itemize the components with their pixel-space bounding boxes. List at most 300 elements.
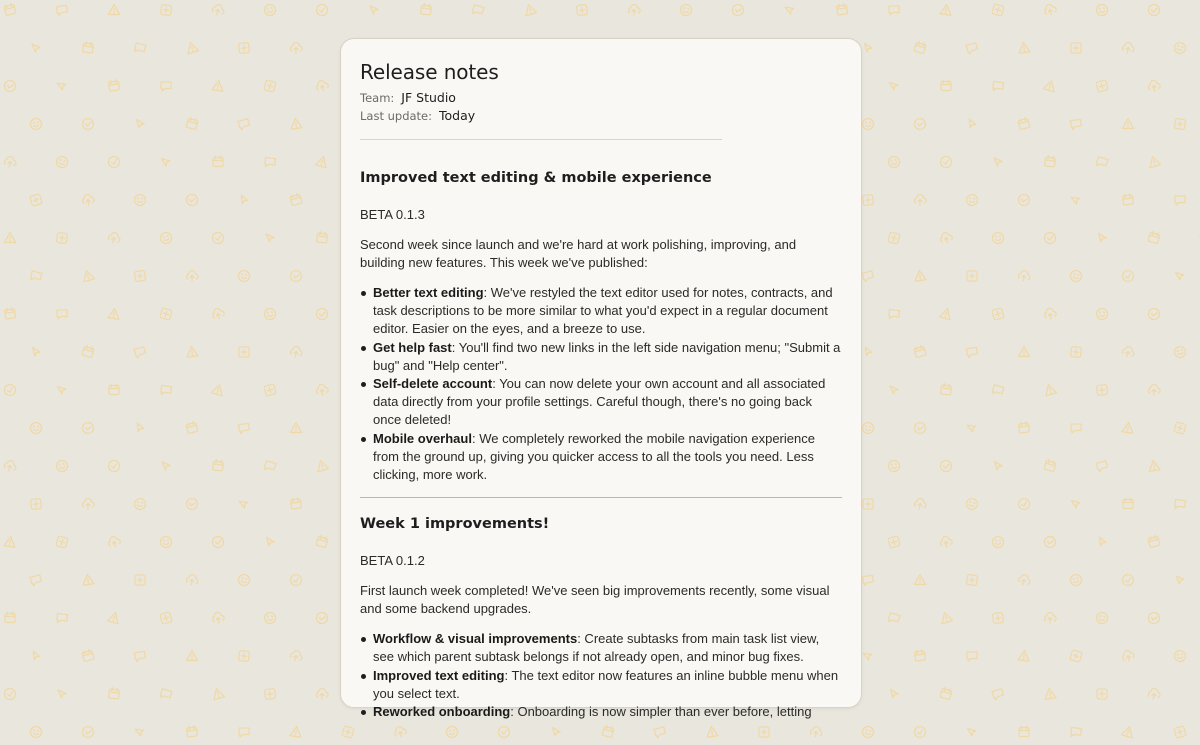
cursor-arrow-icon [1175, 271, 1184, 280]
chat-bubble-icon [992, 81, 1003, 91]
check-circle-icon [913, 421, 927, 435]
calendar-icon [186, 421, 199, 434]
warning-triangle-icon [108, 308, 120, 319]
smiley-icon [861, 725, 875, 739]
cursor-arrow-icon [265, 537, 274, 546]
item-text: : You can now delete your own account and all associated data directly from your profile settings. Careful though, there's no going back once deleted! [373, 376, 826, 428]
warning-triangle-icon [315, 155, 328, 168]
cloud-upload-icon [212, 612, 225, 624]
check-circle-icon [1149, 5, 1160, 16]
smiley-icon [1097, 309, 1108, 320]
calendar-icon [914, 649, 925, 661]
cloud-upload-icon [187, 271, 199, 282]
calendar-icon [836, 3, 847, 15]
cursor-arrow-icon [266, 234, 274, 242]
smiley-icon [1173, 345, 1187, 359]
cursor-arrow-icon [135, 423, 145, 433]
calendar-icon [1019, 726, 1029, 737]
warning-triangle-icon [211, 383, 224, 396]
calendar-icon [1123, 498, 1133, 509]
plus-box-icon [888, 232, 900, 244]
calendar-icon [602, 725, 615, 738]
cloud-upload-icon [315, 79, 329, 92]
chat-bubble-icon [134, 347, 146, 358]
smiley-icon [263, 3, 277, 17]
plus-box-icon [888, 536, 900, 548]
calendar-icon [82, 649, 95, 662]
warning-triangle-icon [1123, 119, 1134, 129]
release-version: BETA 0.1.2 [360, 553, 425, 569]
chat-bubble-icon [967, 652, 977, 661]
check-circle-icon [1122, 574, 1134, 586]
calendar-icon [108, 79, 119, 91]
card-content [341, 39, 861, 721]
smiley-icon [993, 537, 1004, 548]
chat-bubble-icon [56, 5, 67, 15]
list-item [373, 284, 841, 339]
check-circle-icon [82, 422, 94, 434]
check-circle-icon [1017, 497, 1031, 511]
smiley-icon [1096, 612, 1108, 624]
cloud-upload-icon [291, 43, 303, 54]
cloud-upload-icon [915, 195, 927, 206]
warning-triangle-icon [185, 41, 198, 54]
cloud-upload-icon [211, 307, 225, 320]
warning-triangle-icon [290, 726, 302, 737]
item-text: : The text editor now features an inline bubble menu when you select text. [373, 667, 839, 701]
bullet-icon [361, 346, 366, 351]
cursor-arrow-icon [993, 461, 1002, 470]
cursor-arrow-icon [58, 690, 66, 698]
calendar-icon [1018, 421, 1029, 433]
cloud-upload-icon [1122, 42, 1135, 54]
calendar-icon [1044, 459, 1057, 472]
smiley-icon [134, 498, 146, 510]
chat-bubble-icon [862, 575, 873, 585]
check-circle-icon [3, 79, 17, 93]
chat-bubble-icon [160, 385, 171, 395]
cursor-arrow-icon [863, 651, 873, 661]
check-circle-icon [3, 383, 17, 397]
smiley-icon [446, 726, 458, 738]
check-circle-icon [914, 118, 926, 130]
plus-box-icon [1174, 726, 1186, 738]
smiley-icon [264, 308, 276, 320]
plus-box-icon [1096, 384, 1107, 395]
check-circle-icon [83, 119, 94, 130]
chat-bubble-icon [1071, 424, 1081, 433]
check-circle-icon [316, 4, 328, 16]
cloud-upload-icon [107, 231, 121, 244]
cursor-arrow-icon [1071, 195, 1081, 205]
smiley-icon [30, 118, 42, 130]
check-circle-icon [317, 309, 328, 320]
check-circle-icon [913, 725, 927, 739]
plus-box-icon [238, 650, 249, 661]
check-circle-icon [1147, 611, 1161, 625]
chat-bubble-icon [472, 5, 484, 16]
warning-triangle-icon [1018, 650, 1030, 661]
plus-box-icon [1070, 346, 1081, 357]
plus-box-icon [30, 498, 41, 509]
chat-bubble-icon [1070, 727, 1081, 737]
chat-bubble-icon [1096, 157, 1108, 168]
chat-bubble-icon [1174, 499, 1185, 509]
plus-box-icon [30, 194, 42, 206]
check-circle-icon [212, 232, 224, 244]
cloud-upload-icon [1043, 3, 1057, 16]
release-heading: Week 1 improvements! [360, 516, 550, 533]
plus-box-icon [1174, 118, 1185, 129]
check-circle-icon [4, 688, 16, 700]
warning-triangle-icon [1122, 422, 1134, 433]
chat-bubble-icon [1175, 196, 1185, 205]
calendar-icon [213, 156, 223, 167]
warning-triangle-icon [1043, 79, 1056, 92]
cursor-arrow-icon [57, 385, 66, 394]
cloud-upload-icon [629, 5, 641, 16]
warning-triangle-icon [187, 651, 198, 661]
chat-bubble-icon [966, 43, 978, 54]
last-update-value: Today [439, 108, 476, 123]
calendar-icon [316, 231, 327, 243]
calendar-icon [5, 612, 15, 623]
plus-box-icon [992, 4, 1004, 16]
check-circle-icon [186, 194, 198, 206]
calendar-icon [1122, 193, 1133, 205]
list-item [373, 375, 841, 430]
plus-box-icon [862, 194, 873, 205]
warning-triangle-icon [1147, 155, 1160, 168]
chat-bubble-icon [992, 689, 1004, 700]
cursor-arrow-icon [239, 195, 249, 205]
cloud-upload-icon [1044, 308, 1057, 320]
plus-box-icon [160, 4, 171, 15]
smiley-icon [863, 119, 874, 130]
chat-bubble-icon [654, 727, 666, 738]
cloud-upload-icon [914, 498, 927, 510]
smiley-icon [1174, 650, 1186, 662]
plus-box-icon [56, 536, 68, 548]
cloud-upload-icon [3, 459, 17, 472]
cloud-upload-icon [393, 725, 407, 738]
bullet-icon [361, 637, 366, 642]
list-item [373, 430, 841, 485]
plus-box-icon [1070, 650, 1082, 662]
plus-box-icon [264, 384, 276, 396]
last-update-label: Last update: [360, 109, 433, 123]
smiley-icon [965, 497, 979, 511]
warning-triangle-icon [915, 575, 926, 585]
chat-bubble-icon [862, 271, 874, 282]
calendar-icon [290, 193, 303, 206]
smiley-icon [159, 231, 173, 245]
calendar-icon [82, 345, 95, 358]
warning-triangle-icon [1121, 725, 1134, 738]
plus-box-icon [1097, 689, 1107, 699]
check-circle-icon [731, 3, 745, 17]
smiley-icon [887, 155, 901, 169]
item-title: Improved text editing [373, 667, 505, 683]
check-circle-icon [1017, 193, 1031, 207]
warning-triangle-icon [939, 611, 952, 624]
list-item [373, 703, 841, 721]
list-item [373, 667, 841, 703]
chat-bubble-icon [888, 613, 900, 624]
chat-bubble-icon [264, 157, 275, 167]
check-circle-icon [1044, 536, 1056, 548]
section-divider [360, 497, 842, 498]
check-circle-icon [316, 612, 328, 624]
cloud-upload-icon [186, 574, 199, 586]
list-item [373, 630, 841, 666]
warning-triangle-icon [212, 80, 224, 91]
cursor-arrow-icon [551, 727, 560, 736]
cloud-upload-icon [289, 649, 303, 662]
calendar-icon [1044, 155, 1055, 167]
cloud-upload-icon [1045, 613, 1057, 624]
cloud-upload-icon [83, 499, 95, 510]
smiley-icon [30, 726, 42, 738]
check-circle-icon [940, 156, 952, 168]
smiley-icon [1173, 41, 1187, 55]
plus-box-icon [342, 726, 354, 738]
smiley-icon [238, 270, 250, 282]
smiley-icon [55, 155, 69, 169]
warning-triangle-icon [523, 3, 536, 16]
cloud-upload-icon [1121, 345, 1135, 358]
check-circle-icon [289, 573, 303, 587]
cursor-arrow-icon [135, 727, 145, 737]
bullet-icon [361, 710, 366, 715]
chat-bubble-icon [30, 575, 42, 586]
calendar-icon [186, 725, 197, 737]
calendar-icon [109, 384, 119, 395]
cloud-upload-icon [1121, 649, 1135, 662]
calendar-icon [1018, 117, 1031, 130]
warning-triangle-icon [211, 687, 224, 700]
warning-triangle-icon [939, 307, 952, 320]
calendar-icon [212, 459, 223, 471]
calendar-icon [941, 80, 951, 91]
team-value: JF Studio [401, 90, 456, 105]
calendar-icon [940, 383, 951, 395]
header-divider [360, 139, 722, 140]
calendar-icon [290, 497, 301, 509]
calendar-icon [4, 307, 15, 319]
cursor-arrow-icon [889, 689, 898, 698]
check-circle-icon [941, 461, 952, 472]
cloud-upload-icon [1017, 573, 1031, 586]
page-title: Release notes [360, 60, 499, 84]
plus-box-icon [1174, 422, 1186, 434]
chat-bubble-icon [239, 728, 249, 737]
chat-bubble-icon [1096, 461, 1108, 472]
cloud-upload-icon [1148, 80, 1161, 92]
cursor-arrow-icon [890, 386, 898, 394]
warning-triangle-icon [940, 4, 952, 15]
chat-bubble-icon [1070, 119, 1081, 129]
release-intro: Second week since launch and we're hard at work polishing, improving, and building new features. This week we've published: [360, 237, 797, 270]
cursor-arrow-icon [994, 158, 1002, 166]
check-circle-icon [185, 497, 199, 511]
cloud-upload-icon [4, 156, 17, 168]
calendar-icon [108, 687, 119, 699]
plus-box-icon [1096, 80, 1108, 92]
plus-box-icon [992, 308, 1004, 320]
cloud-upload-icon [810, 726, 823, 738]
item-title: Better text editing [373, 285, 484, 300]
cursor-arrow-icon [1097, 537, 1107, 547]
warning-triangle-icon [914, 270, 926, 281]
release-intro: First launch week completed! We've seen big improvements recently, some visual and some backend upgrades. [360, 583, 830, 617]
smiley-icon [265, 613, 276, 624]
cursor-arrow-icon [1097, 233, 1106, 242]
cursor-arrow-icon [863, 347, 873, 357]
plus-box-icon [863, 499, 873, 509]
check-circle-icon [108, 460, 120, 472]
plus-box-icon [160, 612, 172, 624]
check-circle-icon [1121, 269, 1135, 283]
smiley-icon [966, 194, 978, 206]
smiley-icon [31, 423, 42, 434]
bullet-icon [361, 437, 366, 442]
warning-triangle-icon [1019, 347, 1030, 357]
warning-triangle-icon [81, 269, 94, 282]
plus-box-icon [134, 270, 145, 281]
calendar-icon [420, 3, 431, 15]
chat-bubble-icon [238, 119, 250, 130]
cloud-upload-icon [82, 194, 95, 206]
release-items-list [360, 630, 841, 721]
item-text: : You'll find two new links in the left side navigation menu; "Submit a bug" and "Help center". [373, 339, 841, 373]
calendar-icon [4, 3, 17, 16]
cursor-arrow-icon [1176, 576, 1184, 584]
item-text: : We completely reworked the mobile navigation experience from the ground up, giving you quicker access to all the tools you need. Less clicking, more work. [373, 430, 815, 483]
cursor-arrow-icon [239, 499, 249, 509]
smiley-icon [237, 573, 251, 587]
calendar-icon [82, 41, 93, 53]
smiley-icon [160, 536, 172, 548]
plus-box-icon [966, 574, 977, 585]
calendar-icon [1148, 535, 1161, 548]
cloud-upload-icon [107, 535, 121, 548]
list-item [373, 339, 841, 375]
cursor-arrow-icon [1071, 499, 1080, 508]
warning-triangle-icon [1018, 42, 1030, 53]
calendar-icon [316, 535, 329, 548]
cursor-arrow-icon [889, 81, 898, 90]
item-title: Get help fast [373, 339, 452, 355]
smiley-icon [888, 460, 900, 472]
warning-triangle-icon [1044, 688, 1056, 699]
chat-bubble-icon [134, 43, 146, 54]
chat-bubble-icon [160, 689, 172, 700]
item-title: Workflow & visual improvements [373, 631, 578, 647]
item-title: Mobile overhaul [373, 430, 472, 446]
plus-box-icon [576, 4, 587, 15]
chat-bubble-icon [161, 82, 171, 91]
smiley-icon [1069, 269, 1083, 283]
chat-bubble-icon [888, 309, 899, 319]
cursor-arrow-icon [967, 119, 977, 129]
cloud-upload-icon [317, 689, 329, 700]
warning-triangle-icon [290, 118, 302, 129]
chat-bubble-icon [57, 310, 67, 319]
plus-box-icon [264, 80, 276, 92]
cloud-upload-icon [1149, 385, 1161, 396]
team-label: Team: [360, 91, 395, 105]
team-row [360, 89, 841, 107]
cursor-arrow-icon [785, 5, 795, 15]
plus-box-icon [967, 271, 977, 281]
plus-box-icon [1071, 43, 1081, 53]
check-circle-icon [1045, 233, 1056, 244]
chat-bubble-icon [992, 385, 1004, 396]
check-circle-icon [499, 727, 510, 738]
plus-box-icon [239, 347, 249, 357]
smiley-icon [135, 195, 146, 206]
chat-bubble-icon [30, 271, 42, 282]
cloud-upload-icon [290, 346, 303, 358]
warning-triangle-icon [107, 611, 120, 624]
warning-triangle-icon [1148, 460, 1160, 471]
cursor-arrow-icon [135, 119, 144, 128]
warning-triangle-icon [706, 726, 718, 737]
cursor-arrow-icon [32, 44, 40, 52]
plus-box-icon [160, 308, 172, 320]
warning-triangle-icon [5, 233, 16, 243]
plus-box-icon [135, 575, 145, 585]
bullet-icon [361, 291, 366, 296]
check-circle-icon [107, 155, 121, 169]
bullet-icon [361, 674, 366, 679]
check-circle-icon [81, 725, 95, 739]
calendar-icon [186, 117, 199, 130]
smiley-icon [1096, 4, 1108, 16]
cursor-arrow-icon [967, 727, 976, 736]
last-update-row [360, 107, 841, 125]
item-title: Reworked onboarding [373, 704, 511, 720]
item-text: : Onboarding is now simpler than ever before, letting [510, 704, 812, 720]
chat-bubble-icon [889, 6, 899, 15]
check-circle-icon [289, 269, 303, 283]
cloud-upload-icon [1018, 270, 1031, 282]
smiley-icon [680, 4, 692, 16]
warning-triangle-icon [1043, 383, 1056, 396]
item-text: : We've restyled the text editor used for notes, contracts, and task descriptions to be more similar to what you'd expect in a regular document editor. Easier on the eyes, and a breeze to use. [373, 285, 833, 337]
cursor-arrow-icon [967, 423, 977, 433]
release-heading: Improved text editing & mobile experience [360, 170, 712, 186]
calendar-icon [914, 345, 927, 358]
chat-bubble-icon [56, 613, 67, 623]
cursor-arrow-icon [161, 157, 170, 166]
check-circle-icon [1148, 308, 1160, 320]
warning-triangle-icon [291, 423, 302, 433]
chat-bubble-icon [264, 461, 276, 472]
calendar-icon [1148, 231, 1161, 244]
check-circle-icon [213, 537, 224, 548]
warning-triangle-icon [82, 574, 94, 585]
plus-box-icon [56, 232, 67, 243]
chat-bubble-icon [134, 651, 145, 661]
calendar-icon [940, 687, 953, 700]
warning-triangle-icon [4, 536, 16, 547]
plus-box-icon [238, 42, 249, 53]
cursor-arrow-icon [31, 347, 40, 356]
item-text: : Create subtasks from main task list view, see which parent subtask belongs if not already open, and minor bug fixes. [373, 631, 820, 665]
chat-bubble-icon [966, 347, 977, 357]
